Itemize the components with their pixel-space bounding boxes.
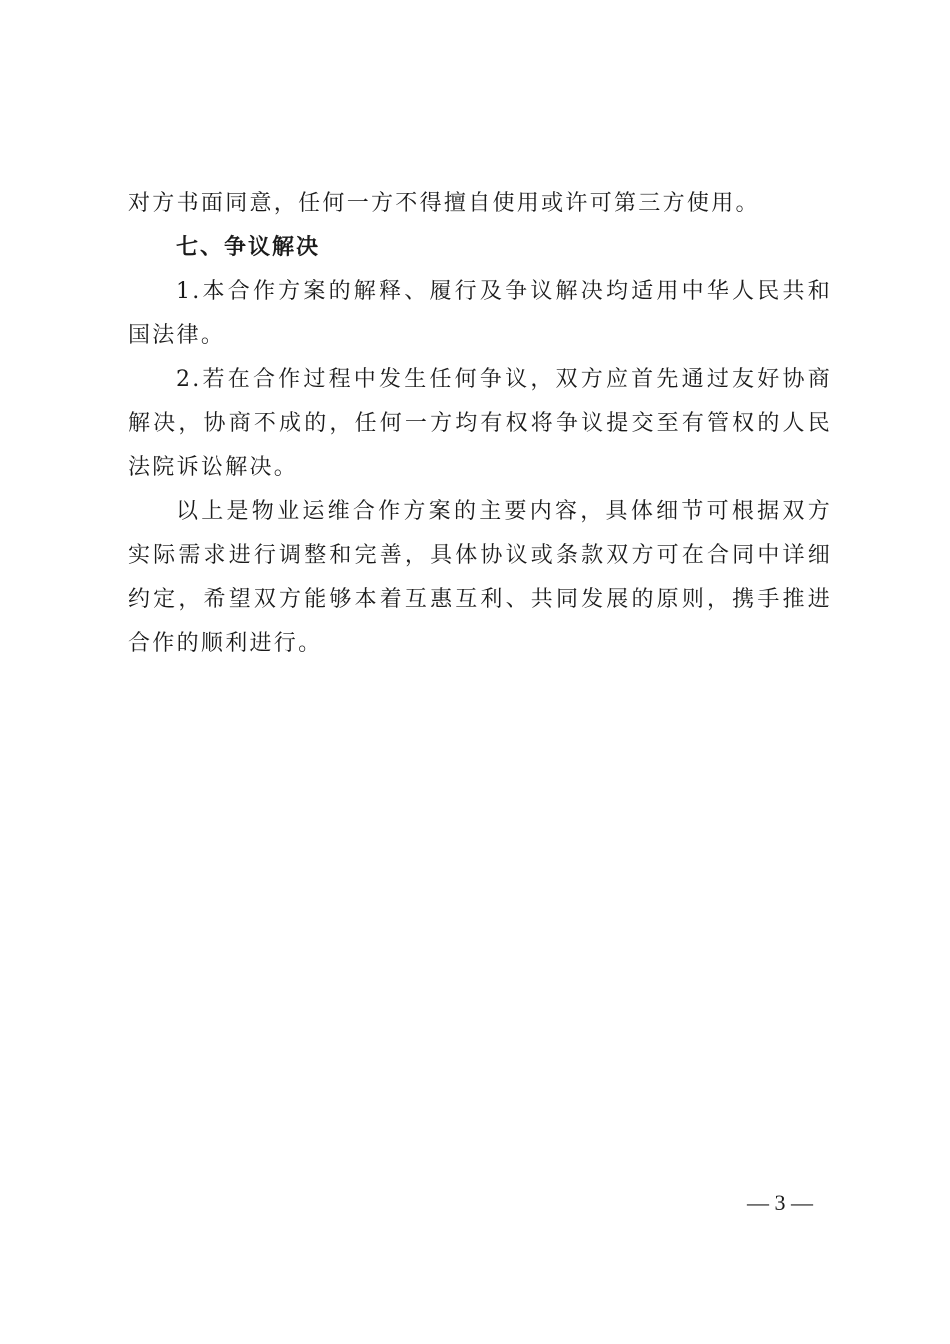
- section-heading-dispute-resolution: 七、争议解决: [176, 235, 321, 260]
- document-body: [128, 182, 832, 666]
- clause-2-dispute-procedure: 2.若在合作过程中发生任何争议，双方应首先通过友好协商解决，协商不成的，任何一方均有权将争议提交至有管权的人民法院诉讼解决。: [128, 367, 832, 480]
- page-number: — 3 —: [747, 1190, 813, 1215]
- clause-1-governing-law: 1.本合作方案的解释、履行及争议解决均适用中华人民共和国法律。: [128, 279, 832, 348]
- paragraph-continuation: 对方书面同意，任何一方不得擅自使用或许可第三方使用。: [128, 191, 760, 216]
- closing-paragraph: 以上是物业运维合作方案的主要内容，具体细节可根据双方实际需求进行调整和完善，具体协议或条款双方可在合同中详细约定，希望双方能够本着互惠互利、共同发展的原则，携手推进合作的顺利进行。: [128, 499, 832, 656]
